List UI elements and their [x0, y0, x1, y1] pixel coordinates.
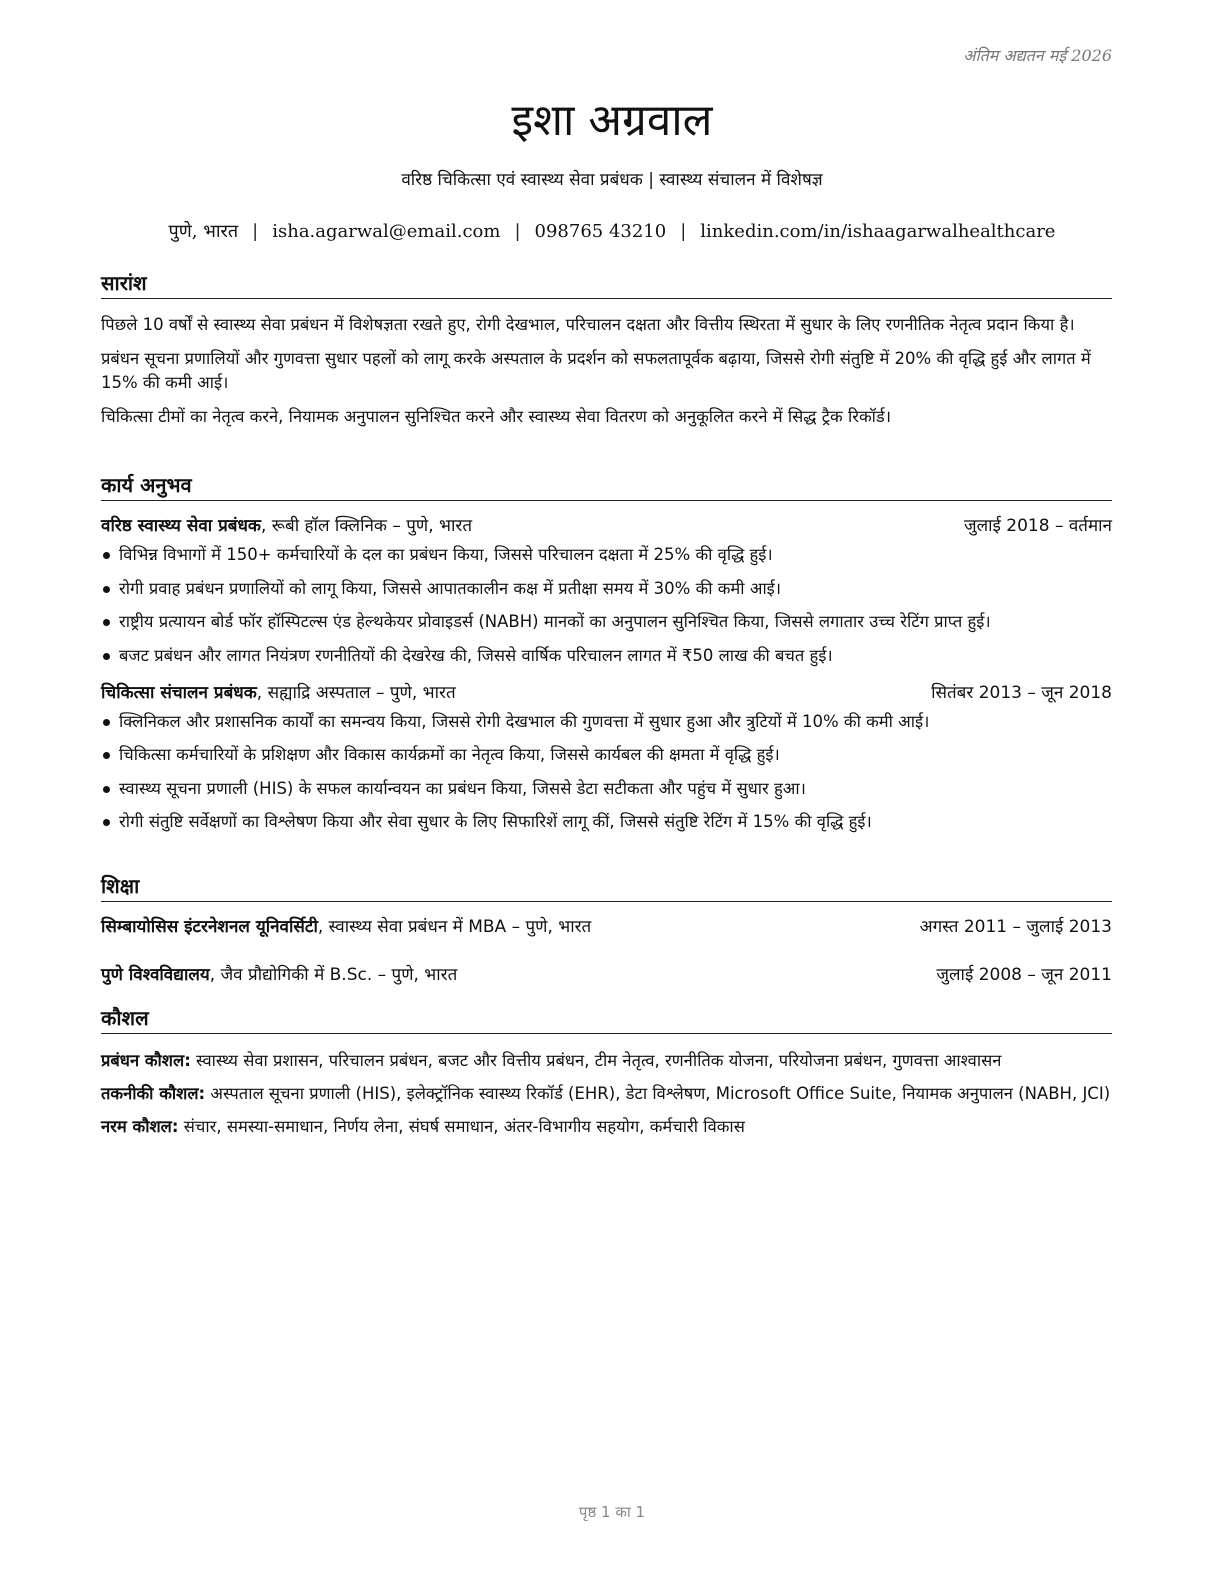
job-dates: सितंबर 2013 – जून 2018: [931, 682, 1112, 703]
summary-paragraph: पिछले 10 वर्षों से स्वास्थ्य सेवा प्रबंधन में विशेषज्ञता रखते हुए, रोगी देखभाल, परिचालन दक्षता और वित्तीय स्थिरता में सुधार के लिए रणनीतिक नेतृत्व प्रदान किया है।: [101, 315, 1075, 334]
list-item: [101, 743, 1112, 767]
last-updated: अंतिम अद्यतन मई 2026: [963, 46, 1112, 65]
contact-separator: |: [680, 221, 687, 242]
bullet-icon: [103, 752, 110, 759]
bullet-icon: [103, 552, 110, 559]
skill-line: [101, 1048, 1112, 1073]
list-item: [101, 777, 1112, 801]
bullet-text: रोगी प्रवाह प्रबंधन प्रणालियों को लागू किया, जिससे आपातकालीन कक्ष में प्रतीक्षा समय में 30% की कमी आई।: [119, 578, 782, 598]
education-section: [101, 873, 1112, 988]
bullet-text: चिकित्सा कर्मचारियों के प्रशिक्षण और विकास कार्यक्रमों का नेतृत्व किया, जिससे कार्यबल की क्षमता में वृद्धि हुई।: [119, 745, 780, 764]
skill-label: प्रबंधन कौशल:: [101, 1051, 191, 1070]
bullet-text: बजट प्रबंधन और लागत नियंत्रण रणनीतियों की देखरेख की, जिससे वार्षिक परिचालन लागत में ₹50 लाख की बचत हुई।: [119, 645, 833, 665]
section-title-summary: सारांश: [101, 270, 1112, 299]
job-dates: जुलाई 2018 – वर्तमान: [963, 516, 1112, 536]
job-entry: [101, 680, 1112, 835]
skill-label: नरम कौशल:: [101, 1117, 179, 1136]
education-entry: [101, 962, 1112, 988]
contact-line: [0, 219, 1224, 243]
job-bullets: [101, 543, 1112, 668]
degree-detail: , स्वास्थ्य सेवा प्रबंधन में MBA – पुणे, भारत: [317, 917, 592, 937]
contact-separator: |: [514, 221, 521, 242]
headline: वरिष्ठ चिकित्सा एवं स्वास्थ्य सेवा प्रबंधक | स्वास्थ्य संचालन में विशेषज्ञ: [401, 170, 823, 190]
summary-paragraph: प्रबंधन सूचना प्रणालियों और गुणवत्ता सुधार पहलों को लागू करके अस्पताल के प्रदर्शन को सफलतापूर्वक बढ़ाया, जिससे रोगी संतुष्टि में 20% की वृद्धि हुई और लागत में 15% की कमी आई।: [101, 349, 1091, 392]
contact-location: पुणे, भारत: [168, 221, 239, 242]
skill-text: अस्पताल सूचना प्रणाली (HIS), इलेक्ट्रॉनिक स्वास्थ्य रिकॉर्ड (EHR), डेटा विश्लेषण, Microsoft Office Suite, नियामक अनुपालन (NABH, JCI): [205, 1084, 1111, 1103]
candidate-name: इशा अग्रवाल: [511, 95, 713, 146]
page-number: पृष्ठ 1 का 1: [578, 1503, 646, 1521]
job-header: [101, 680, 1112, 706]
skill-text: स्वास्थ्य सेवा प्रशासन, परिचालन प्रबंधन, बजट और वित्तीय प्रबंधन, टीम नेतृत्व, रणनीतिक योजना, परियोजना प्रबंधन, गुणवत्ता आश्वासन: [190, 1051, 1002, 1070]
contact-email[interactable]: isha.agarwal@email.com: [272, 221, 501, 242]
job-bullets: [101, 710, 1112, 835]
list-item: [101, 577, 1112, 601]
contact-separator: |: [252, 221, 259, 242]
job-entry: [101, 513, 1112, 668]
section-title-education: शिक्षा: [101, 873, 1112, 902]
bullet-text: राष्ट्रीय प्रत्यायन बोर्ड फॉर हॉस्पिटल्स एंड हेल्थकेयर प्रोवाइडर्स (NABH) मानकों का अनुपालन सुनिश्चित किया, जिससे लगातार उच्च रेटिंग प्राप्त हुई।: [119, 612, 991, 631]
job-org: , रूबी हॉल क्लिनिक – पुणे, भारत: [260, 516, 473, 536]
job-role: चिकित्सा संचालन प्रबंधक: [101, 682, 257, 703]
experience-section: [101, 472, 1112, 844]
bullet-icon: [103, 653, 110, 660]
contact-phone: 098765 43210: [534, 221, 667, 242]
contact-linkedin[interactable]: linkedin.com/in/ishaagarwalhealthcare: [700, 221, 1056, 242]
job-role: वरिष्ठ स्वास्थ्य सेवा प्रबंधक: [101, 516, 261, 536]
bullet-icon: [103, 819, 110, 826]
school-name: सिम्बायोसिस इंटरनेशनल यूनिवर्सिटी: [101, 917, 318, 937]
bullet-text: स्वास्थ्य सूचना प्रणाली (HIS) के सफल कार्यान्वयन का प्रबंधन किया, जिससे डेटा सटीकता और पहुंच में सुधार हुआ।: [119, 778, 806, 798]
bullet-text: विभिन्न विभागों में 150+ कर्मचारियों के दल का प्रबंधन किया, जिससे परिचालन दक्षता में 25% की वृद्धि हुई।: [119, 545, 773, 564]
bullet-text: रोगी संतुष्टि सर्वेक्षणों का विश्लेषण किया और सेवा सुधार के लिए सिफारिशें लागू कीं, जिससे संतुष्टि रेटिंग में 15% की वृद्धि हुई।: [119, 812, 872, 831]
bullet-icon: [103, 719, 110, 726]
skill-line: [101, 1114, 1112, 1139]
skill-label: तकनीकी कौशल:: [101, 1084, 206, 1103]
summary-paragraph: चिकित्सा टीमों का नेतृत्व करने, नियामक अनुपालन सुनिश्चित करने और स्वास्थ्य सेवा वितरण को अनुकूलित करने में सिद्ध ट्रैक रिकॉर्ड।: [101, 407, 891, 426]
section-title-experience: कार्य अनुभव: [101, 472, 1112, 501]
education-dates: जुलाई 2008 – जून 2011: [936, 965, 1112, 985]
section-title-skills: कौशल: [101, 1005, 1112, 1034]
list-item: [101, 610, 1112, 634]
job-org: , सह्याद्रि अस्पताल – पुणे, भारत: [256, 682, 456, 703]
education-dates: अगस्त 2011 – जुलाई 2013: [919, 917, 1112, 937]
job-header: [101, 513, 1112, 539]
school-name: पुणे विश्वविद्यालय: [101, 965, 210, 985]
list-item: [101, 543, 1112, 567]
skills-section: [101, 1005, 1112, 1139]
bullet-text: क्लिनिकल और प्रशासनिक कार्यों का समन्वय किया, जिससे रोगी देखभाल की गुणवत्ता में सुधार हुआ और त्रुटियों में 10% की कमी आई।: [119, 711, 930, 731]
list-item: [101, 710, 1112, 734]
education-entry: [101, 914, 1112, 940]
bullet-icon: [103, 619, 110, 626]
degree-detail: , जैव प्रौद्योगिकी में B.Sc. – पुणे, भारत: [209, 965, 458, 985]
bullet-icon: [103, 586, 110, 593]
skill-line: [101, 1081, 1112, 1106]
list-item: [101, 810, 1112, 834]
summary-section: [101, 270, 1112, 429]
bullet-icon: [103, 786, 110, 793]
list-item: [101, 644, 1112, 668]
skill-text: संचार, समस्या-समाधान, निर्णय लेना, संघर्ष समाधान, अंतर-विभागीय सहयोग, कर्मचारी विकास: [178, 1117, 745, 1136]
